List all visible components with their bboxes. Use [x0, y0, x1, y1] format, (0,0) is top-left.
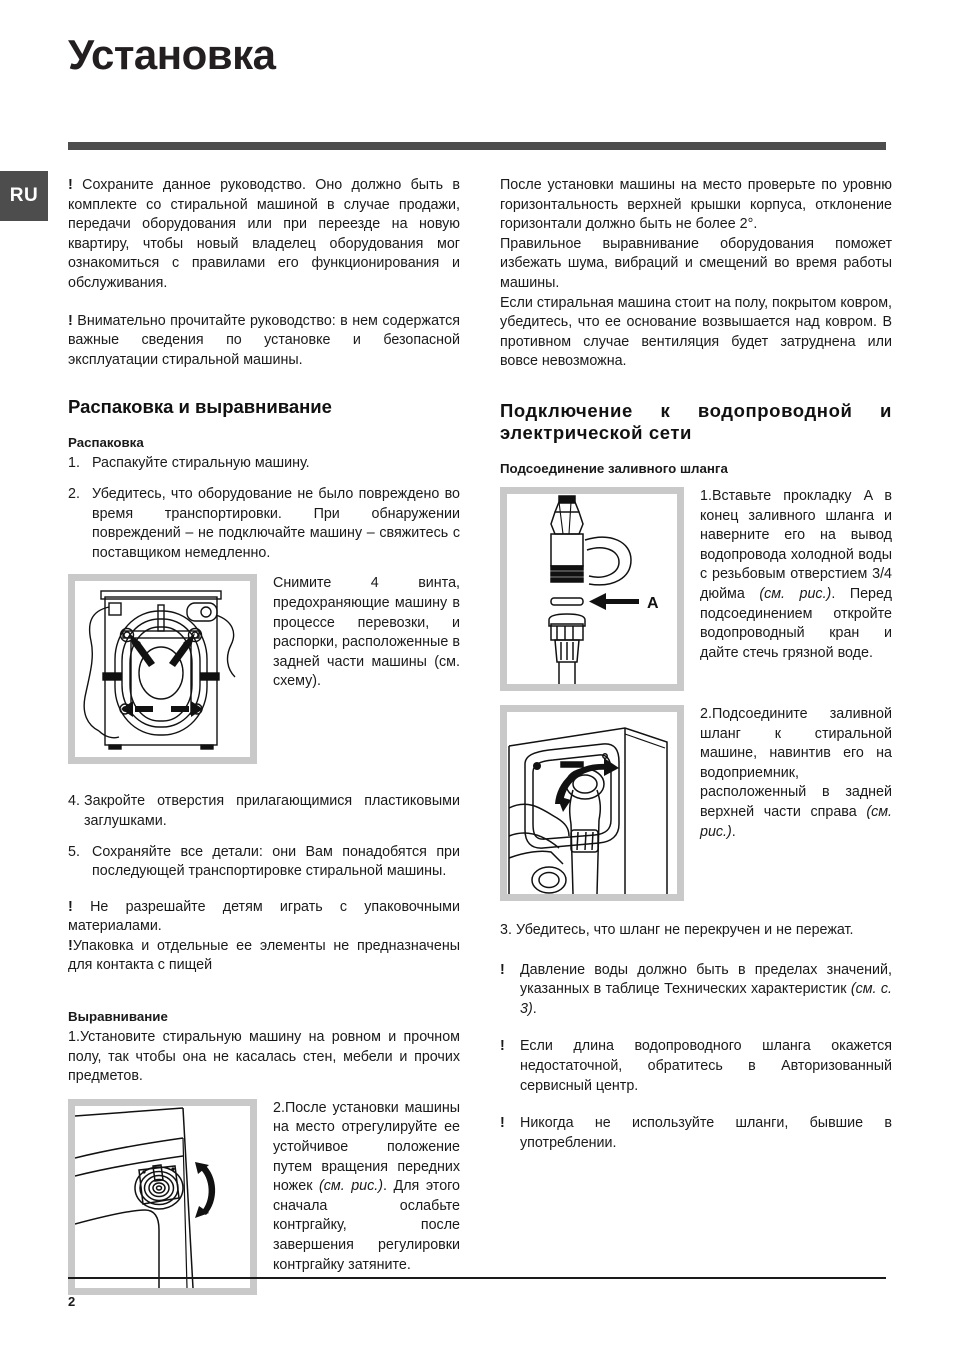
- adjustable-foot-icon: [75, 1106, 250, 1288]
- list-item-text: Сохраняйте все детали: они Вам понадобятся при последующей транспортировке стиральной машины.: [92, 843, 460, 880]
- step-2-italic: (см. рис.): [700, 803, 892, 840]
- list-item-number: 1.: [68, 455, 80, 472]
- figure-water-valve-gasket: [500, 487, 684, 691]
- warning-packaging-food: [68, 937, 460, 976]
- list-item-text: Распакуйте стиральную машину.: [92, 455, 310, 472]
- footer-divider: [68, 1277, 886, 1279]
- page-number: 2: [68, 1294, 76, 1309]
- list-item: [68, 485, 460, 563]
- figure-adjustable-foot: [68, 1099, 257, 1295]
- list-item-text: Убедитесь, что оборудование не было повреждено во время транспортировки. При обнаружении повреждений – не подключайте машину – свяжитесь с поставщиком немедленно.: [92, 485, 460, 561]
- subheading-inlet-hose: Подсоединение заливного шланга: [500, 460, 728, 476]
- warning-used-hoses-text: Никогда не используйте шланги, бывшие в употреблении.: [520, 1115, 892, 1151]
- rear-panel-transit-bolts-icon: [75, 581, 250, 757]
- inlet-connection-icon: [507, 712, 677, 894]
- leveling-note-3: Если стиральная машина стоит на полу, покрытом ковром, убедитесь, что ее основание возвышается над ковром. В противном случае вентиляция будет затруднена или вовсе невозможна.: [500, 294, 892, 370]
- figure-row-rear-panel: [68, 574, 460, 774]
- leveling-step-1-number: 1.: [68, 1029, 80, 1046]
- list-item-number: 4.: [68, 793, 80, 810]
- exclamation-icon: !: [68, 937, 73, 954]
- list-item-text: Убедитесь, что шланг не перекручен и не пережат.: [516, 921, 854, 938]
- right-column: [500, 176, 892, 1166]
- figure-caption-step-3: [273, 574, 460, 692]
- warning-water-pressure-text-1: Давление воды должно быть в пределах значений, указанных в таблице Технических характеристик: [520, 961, 892, 998]
- step-1-text-2: .: [831, 585, 836, 602]
- figure-valve-label-a: A: [647, 594, 659, 612]
- exclamation-icon: !: [68, 898, 73, 915]
- section-heading-unpacking-leveling: Распаковка и выравнивание: [68, 396, 332, 418]
- leveling-note-1: После установки машины на место проверьте по уровню горизонтальность верхней крышки корпуса, отклонение горизонтали должно быть не более 2°.: [500, 177, 892, 233]
- title-divider: [68, 142, 886, 150]
- figure-row-valve: [500, 487, 892, 691]
- warning-used-hoses: [500, 1114, 892, 1153]
- leveling-step-2-text-1: После установки машины на место отрегулируйте ее устойчивое положение путем вращения передних ножек: [273, 1099, 460, 1195]
- left-column: [68, 176, 460, 1295]
- leveling-step-2-italic: (см. рис.): [319, 1178, 384, 1195]
- water-valve-gasket-icon: [507, 494, 677, 684]
- figure-caption-step-1: [700, 487, 892, 663]
- warning-children: [68, 898, 460, 937]
- step-1-number: 1.: [700, 487, 712, 504]
- step-1-text-1: Вставьте прокладку A в конец заливного шланга и наверните его на вывод водопровода холодной воды с резьбовым отверстием 3/4 дюйма: [700, 487, 892, 602]
- list-item-number: 2.: [68, 485, 80, 502]
- warning-packaging-food-text: Упаковка и отдельные ее элементы не предназначены для контакта с пищей: [68, 937, 460, 974]
- section-heading-line-1: Подключение к водопроводной и: [500, 399, 892, 421]
- leveling-step-2-text-2: . Для этого сначала ослабьте контргайку, после завершения регулировки контргайку затяните.: [273, 1178, 460, 1273]
- warning-water-pressure-italic: (см. с. 3): [520, 981, 892, 1017]
- list-item-number: 3.: [500, 921, 512, 938]
- warning-water-pressure-text-2: .: [532, 1000, 537, 1017]
- language-badge: RU: [0, 171, 48, 221]
- step-2-text-2: .: [731, 823, 736, 840]
- warning-keep-manual-text: Сохраните данное руководство. Оно должно быть в комплекте со стиральной машиной в случае продажи, передачи оборудования или при переезде на новую квартиру, чтобы новый владелец оборудования мог ознакомиться с правилами его функционирования и обслуживания.: [68, 177, 460, 291]
- step-2-text-1: Подсоедините заливной шланг к стиральной машине, навинтив его на водоприемник, расположенный в задней верхней части справа: [700, 705, 892, 820]
- subheading-unpacking: Распаковка: [68, 435, 144, 451]
- figure-row-inlet: [500, 705, 892, 901]
- section-heading-line-2: электрической сети: [500, 421, 693, 443]
- warning-hose-length-text: Если длина водопроводного шланга окажется недостаточной, обратитесь в Авторизованный сервисный центр.: [520, 1038, 892, 1094]
- list-item: [68, 792, 460, 831]
- warning-water-pressure: [500, 961, 892, 1020]
- leveling-step-1: [68, 1028, 460, 1087]
- figure-caption-leveling-step-2: [273, 1099, 460, 1275]
- exclamation-icon: !: [68, 312, 73, 329]
- figure-row-adjustable-foot: [68, 1099, 460, 1295]
- list-item: [68, 843, 460, 882]
- step-2-number: 2.: [700, 705, 712, 722]
- exclamation-icon: !: [500, 1038, 505, 1055]
- warning-children-text: Не разрешайте детям играть с упаковочными материалами.: [68, 898, 460, 935]
- warning-hose-length: [500, 1037, 892, 1096]
- step-3-text: Снимите 4 винта, предохраняющие машину в процессе перевозки, и распорки, расположенные в задней части машины (см. схему).: [273, 575, 460, 690]
- leveling-step-1-text: Установите стиральную машину на ровном и прочном полу, так чтобы она не касалась стен, мебели и прочих предметов.: [68, 1029, 460, 1085]
- warning-read-carefully: [68, 312, 460, 371]
- leveling-note-2: Правильное выравнивание оборудования поможет избежать шума, вибраций и смещений во время работы машины.: [500, 235, 892, 291]
- figure-rear-panel-transit-bolts: [68, 574, 257, 764]
- figure-inlet-connection: [500, 705, 684, 901]
- figure-caption-step-2: [700, 705, 892, 842]
- list-item: [500, 921, 892, 941]
- section-heading-water-electrical: [500, 400, 892, 444]
- list-item: [68, 454, 460, 474]
- list-item-text: Закройте отверстия прилагающимися пластиковыми заглушками.: [84, 793, 460, 829]
- exclamation-icon: !: [68, 177, 73, 193]
- exclamation-icon: !: [500, 1115, 505, 1132]
- exclamation-icon: !: [500, 961, 505, 978]
- subheading-leveling: Выравнивание: [68, 1009, 168, 1025]
- step-1-text-3: Перед подсоединением откройте водопроводный кран и дайте стечь грязной воде.: [700, 585, 892, 661]
- page-title: Установка: [68, 31, 276, 78]
- leveling-step-2-number: 2.: [273, 1099, 285, 1116]
- list-item-number: 5.: [68, 843, 80, 860]
- warning-read-carefully-text: Внимательно прочитайте руководство: в нем содержатся важные сведения по установке и безопасной эксплуатации стиральной машины.: [68, 312, 460, 368]
- step-1-italic: (см. рис.): [759, 585, 832, 602]
- warning-keep-manual: [68, 176, 460, 294]
